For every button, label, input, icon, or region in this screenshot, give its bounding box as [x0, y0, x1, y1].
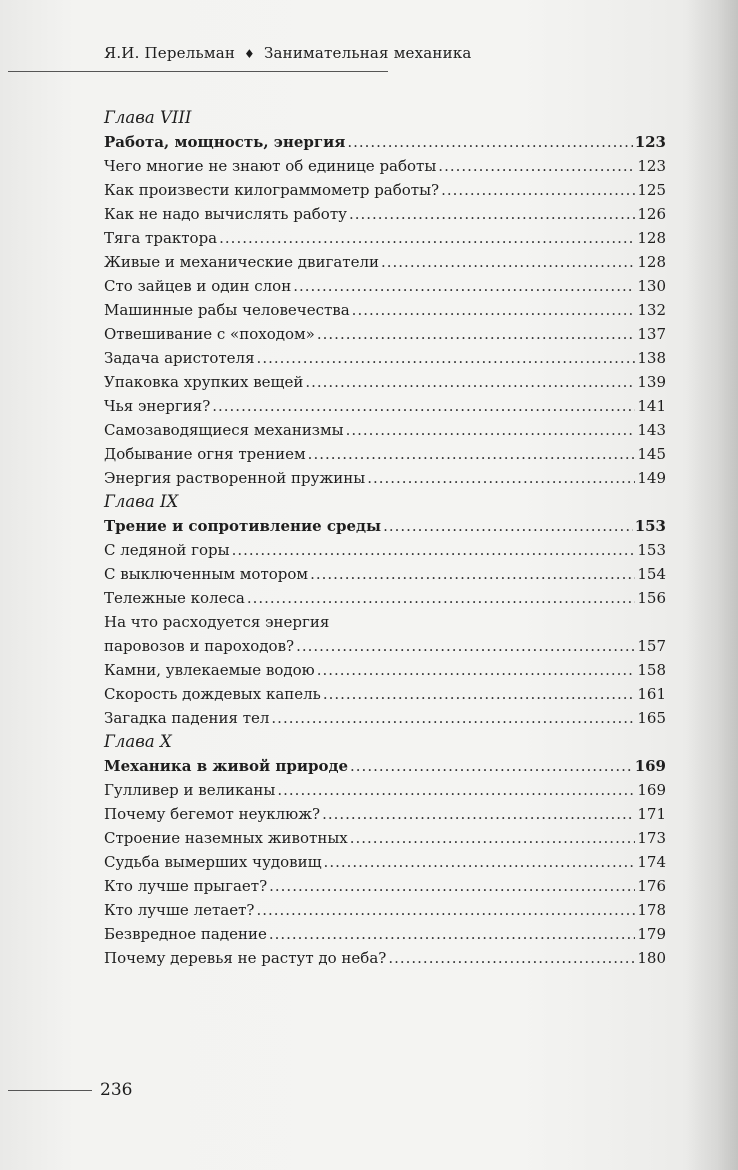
- toc-entry-title: Отвешивание с «походом»: [104, 325, 315, 343]
- toc-entry-title: Кто лучше прыгает?: [104, 877, 268, 895]
- toc-entry-title: Камни, увлекаемые водою: [104, 661, 315, 679]
- dot-leader: [219, 226, 635, 250]
- toc-entry-page: 132: [637, 301, 666, 319]
- toc-entry-title: Трение и сопротивление среды: [104, 517, 382, 535]
- toc-entry-page: 143: [637, 421, 666, 439]
- toc-entry[interactable]: [104, 322, 666, 346]
- toc-entry-title: Как произвести килограммометр работы?: [104, 181, 440, 199]
- dot-leader: [277, 778, 635, 802]
- toc-entry-title: Работа, мощность, энергия: [104, 133, 346, 151]
- dot-leader: [347, 130, 632, 154]
- toc-entry-title-line: На что расходуется энергия: [104, 613, 330, 631]
- toc-entry-title: Безвредное падение: [104, 925, 267, 943]
- toc-entry[interactable]: [104, 250, 666, 274]
- header-book-title: Занимательная механика: [263, 44, 472, 62]
- toc-entry-page: 125: [637, 181, 666, 199]
- toc-entry-page: 128: [637, 253, 666, 271]
- toc-entry-title: Как не надо вычислять работу: [104, 205, 347, 223]
- toc-entry-page: 178: [637, 901, 666, 919]
- toc-entry-page: 154: [637, 565, 666, 583]
- footer-rule: [8, 1090, 92, 1091]
- toc-entry[interactable]: [104, 562, 666, 586]
- toc-entry-title: Судьба вымерших чудовищ: [104, 853, 322, 871]
- toc-entry-title: Задача аристотеля: [104, 349, 255, 367]
- dot-leader: [438, 154, 635, 178]
- dot-leader: [383, 514, 633, 538]
- toc-entry-page: 157: [637, 637, 666, 655]
- dot-leader: [349, 202, 635, 226]
- toc-entry[interactable]: [104, 418, 666, 442]
- toc-entry[interactable]: [104, 898, 666, 922]
- toc-section-entry[interactable]: [104, 514, 666, 538]
- toc-entry-page: 161: [637, 685, 666, 703]
- dot-leader: [293, 274, 635, 298]
- toc-entry[interactable]: [104, 586, 666, 610]
- toc-entry-title: Самозаводящиеся механизмы: [104, 421, 344, 439]
- toc-entry-title: Сто зайцев и один слон: [104, 277, 292, 295]
- dot-leader: [381, 250, 635, 274]
- toc-entry-page: 180: [637, 949, 666, 967]
- toc-entry-title: Гулливер и великаны: [104, 781, 276, 799]
- toc-entry[interactable]: [104, 658, 666, 682]
- header-author: Я.И. Перельман: [104, 44, 236, 62]
- toc-entry[interactable]: [104, 298, 666, 322]
- toc-entry-page: 149: [637, 469, 666, 487]
- page-edge-shadow: [686, 0, 738, 1170]
- toc-entry-page: 165: [637, 709, 666, 727]
- toc-entry[interactable]: [104, 274, 666, 298]
- dot-leader: [441, 178, 635, 202]
- dot-leader: [308, 442, 636, 466]
- dot-leader: [352, 298, 636, 322]
- toc-entry[interactable]: [104, 922, 666, 946]
- toc-entry[interactable]: [104, 826, 666, 850]
- toc-entry-title: Тележные колеса: [104, 589, 245, 607]
- toc-entry-title: паровозов и пароходов?: [104, 637, 295, 655]
- dot-leader: [271, 706, 635, 730]
- dot-leader: [310, 562, 635, 586]
- toc-entry[interactable]: [104, 706, 666, 730]
- toc-entry[interactable]: [104, 634, 666, 658]
- toc-entry-page: 158: [637, 661, 666, 679]
- toc-entry-title: Энергия растворенной пружины: [104, 469, 366, 487]
- toc-entry-title: Почему бегемот неуклюж?: [104, 805, 321, 823]
- toc-entry-page: 138: [637, 349, 666, 367]
- toc-entry-page: 179: [637, 925, 666, 943]
- dot-leader: [322, 802, 635, 826]
- dot-leader: [317, 322, 635, 346]
- toc-entry-page: 126: [637, 205, 666, 223]
- toc-entry-title: Добывание огня трением: [104, 445, 306, 463]
- toc-entry-title: Строение наземных животных: [104, 829, 348, 847]
- page-number: 236: [100, 1080, 133, 1100]
- toc-entry-page: 145: [637, 445, 666, 463]
- dot-leader: [350, 826, 636, 850]
- toc-entry-title: Чья энергия?: [104, 397, 211, 415]
- toc-entry-page: 176: [637, 877, 666, 895]
- toc-entry-title: Чего многие не знают об единице работы: [104, 157, 437, 175]
- running-header: [104, 44, 472, 62]
- toc-entry[interactable]: [104, 442, 666, 466]
- dot-leader: [367, 466, 635, 490]
- toc-entry-page: 137: [637, 325, 666, 343]
- chapter-heading: Глава X: [104, 732, 172, 751]
- toc-entry-page: 153: [637, 541, 666, 559]
- toc-entry-title: Кто лучше летает?: [104, 901, 255, 919]
- dot-leader: [269, 922, 636, 946]
- toc-entry[interactable]: [104, 802, 666, 826]
- toc-entry[interactable]: [104, 946, 666, 970]
- toc-entry-title: Упаковка хрупких вещей: [104, 373, 304, 391]
- toc-entry[interactable]: [104, 466, 666, 490]
- dot-leader: [388, 946, 635, 970]
- toc-entry-title: Машинные рабы человечества: [104, 301, 350, 319]
- dot-leader: [324, 850, 636, 874]
- toc-entry-title: Загадка падения тел: [104, 709, 270, 727]
- diamond-separator-icon: ♦: [244, 47, 255, 61]
- toc-entry[interactable]: [104, 778, 666, 802]
- chapter-heading: Глава IX: [104, 492, 179, 511]
- dot-leader: [232, 538, 636, 562]
- toc-entry-page: 123: [634, 133, 666, 151]
- toc-entry-page: 141: [637, 397, 666, 415]
- toc-entry[interactable]: [104, 202, 666, 226]
- toc-entry-title: Тяга трактора: [104, 229, 218, 247]
- dot-leader: [350, 754, 633, 778]
- toc-entry-page: 169: [637, 781, 666, 799]
- dot-leader: [305, 370, 635, 394]
- toc-entry-page: 139: [637, 373, 666, 391]
- toc-entry-title: Скорость дождевых капель: [104, 685, 321, 703]
- toc-entry[interactable]: [104, 682, 666, 706]
- header-rule: [8, 71, 388, 72]
- dot-leader: [212, 394, 635, 418]
- chapter-heading: Глава VIII: [104, 108, 192, 127]
- toc-entry[interactable]: [104, 370, 666, 394]
- toc-entry[interactable]: [104, 178, 666, 202]
- dot-leader: [296, 634, 635, 658]
- toc-entry-page: 130: [637, 277, 666, 295]
- toc-entry-page: 123: [637, 157, 666, 175]
- toc-entry-title: Живые и механические двигатели: [104, 253, 379, 271]
- toc-entry-page: 174: [637, 853, 666, 871]
- toc-entry[interactable]: [104, 394, 666, 418]
- toc-entry[interactable]: [104, 874, 666, 898]
- toc-entry[interactable]: [104, 538, 666, 562]
- toc-entry[interactable]: [104, 154, 666, 178]
- toc-entry-title: С ледяной горы: [104, 541, 230, 559]
- toc-entry-page: 171: [637, 805, 666, 823]
- dot-leader: [247, 586, 636, 610]
- dot-leader: [256, 898, 635, 922]
- dot-leader: [317, 658, 636, 682]
- dot-leader: [323, 682, 636, 706]
- toc-entry-page: 173: [637, 829, 666, 847]
- toc-entry-page: 153: [634, 517, 666, 535]
- toc-entry-title: Почему деревья не растут до неба?: [104, 949, 387, 967]
- toc-entry[interactable]: [104, 226, 666, 250]
- toc-section-entry[interactable]: [104, 130, 666, 154]
- toc-section-entry[interactable]: [104, 754, 666, 778]
- toc-entry-title: Механика в живой природе: [104, 757, 349, 775]
- dot-leader: [269, 874, 635, 898]
- dot-leader: [257, 346, 636, 370]
- table-of-contents: [104, 106, 666, 970]
- toc-entry-page: 156: [637, 589, 666, 607]
- dot-leader: [346, 418, 636, 442]
- toc-entry[interactable]: [104, 850, 666, 874]
- toc-entry[interactable]: [104, 346, 666, 370]
- toc-entry-title: С выключенным мотором: [104, 565, 309, 583]
- toc-entry-page: 128: [637, 229, 666, 247]
- toc-entry-page: 169: [634, 757, 666, 775]
